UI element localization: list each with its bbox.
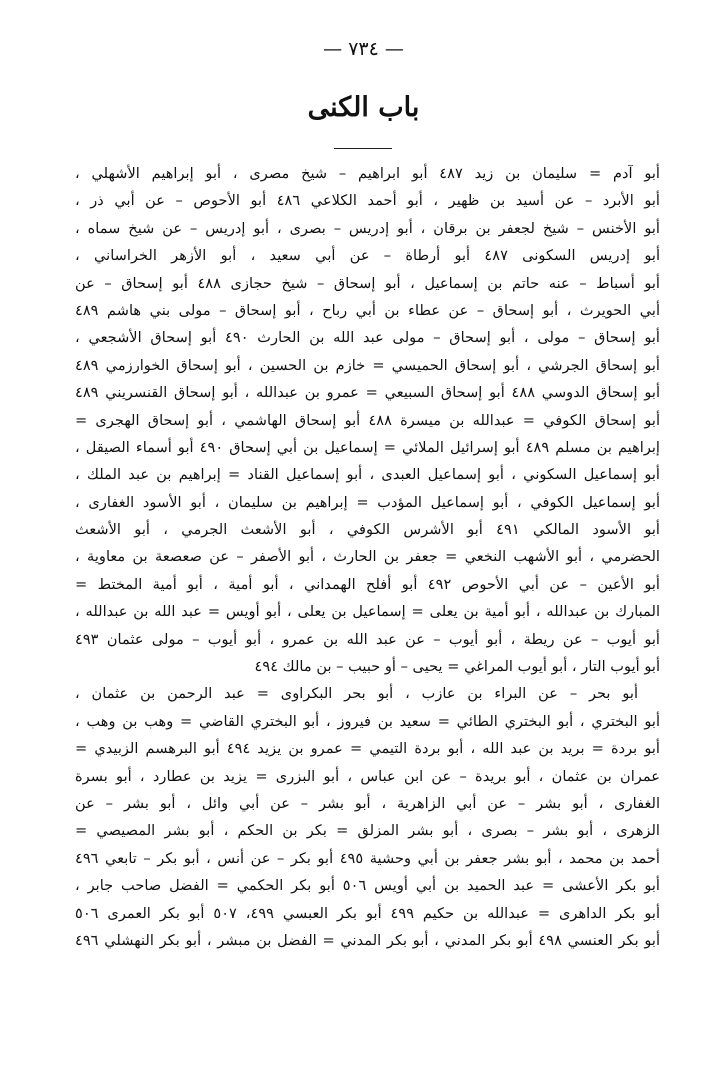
text-line: الغفارى ، أبو بشر – عن أبي الزاهرية ، أبو بشر – عن أبي وائل ، أبو بشر – عن — [75, 794, 660, 812]
text-line: أبو بردة = بريد بن عبد الله ، أبو بردة التيمي = عمرو بن يزيد ٤٩٤ أبو البرهسم الزبيدي = — [75, 740, 660, 758]
index-text-body — [75, 160, 660, 954]
text-line: أبو الأخنس – شيخ لجعفر بن برقان ، أبو إدريس – بصرى ، أبو إدريس – عن شيخ سماه ، — [75, 219, 660, 237]
text-line: أبو إسحاق – مولى ، أبو إسحاق – مولى عبد الله بن الحارث ٤٩٠ أبو إسحاق الأشجعي ، — [75, 329, 660, 347]
text-line: الزهرى ، أبو بشر – بصرى ، أبو بشر المزلق = بكر بن الحكم ، أبو بشر المصيصي = — [75, 822, 660, 840]
text-line: أبو إدريس السكونى ٤٨٧ أبو أرطاة – عن أبي سعيد ، أبو الأزهر الخراساني ، — [75, 247, 660, 265]
text-line: الحضرمي ، أبو الأشهب النخعي = جعفر بن الحارث ، أبو الأصفر – عن صعصعة بن معاوية ، — [75, 548, 660, 566]
text-line: إبراهيم بن مسلم ٤٨٩ أبو إسرائيل الملائي = إسماعيل بن أبي إسحاق ٤٩٠ أبو أسماء الصيقل ، — [75, 438, 660, 456]
text-line: أبو أسباط – عنه حاتم بن إسماعيل ، أبو إسحاق – شيخ حجازى ٤٨٨ أبو إسحاق – عن — [75, 274, 660, 292]
text-line: عمران بن عثمان ، أبو بريدة – عن ابن عباس ، أبو البزرى = يزيد بن عطارد ، أبو بسرة — [75, 767, 660, 785]
text-line: المبارك بن عبدالله ، أبو أمية بن يعلى = إسماعيل بن يعلى ، أبو أويس = عبد الله بن عبدالله ، — [75, 603, 660, 621]
text-line: أبو بحر – عن البراء بن عازب ، أبو بحر البكراوى = عبد الرحمن بن عثمان ، — [75, 685, 638, 703]
text-line: أبو إسماعيل الكوفي ، أبو إسماعيل المؤدب = إبراهيم بن سليمان ، أبو الأسود الغفارى ، — [75, 493, 660, 511]
text-line: أبو بكر الأعشى = عبد الحميد بن أبي أويس ٥٠٦ أبو بكر الحكمي = الفضل صاحب جابر ، — [75, 877, 660, 895]
text-line: أبو بكر العنسي ٤٩٨ أبو بكر المدني ، أبو بكر المدني = الفضل بن مبشر ، أبو بكر النهشلي ٤٩٦ — [75, 931, 660, 949]
text-line: أبو إسماعيل السكوني ، أبو إسماعيل العبدى ، أبو إسماعيل القناد = إبراهيم بن عبد الملك ، — [75, 466, 660, 484]
text-line: أبو أيوب التار ، أبو أيوب المراغي = يحيى – أو حبيب – بن مالك ٤٩٤ — [254, 658, 660, 676]
text-line: أبو إسحاق الكوفي = عبدالله بن ميسرة ٤٨٨ أبو إسحاق الهاشمي ، أبو إسحاق الهجرى = — [75, 411, 660, 429]
text-line: أبو الأسود المالكي ٤٩١ أبو الأشرس الكوفي ، أبو الأشعث الجرمي ، أبو الأشعث — [75, 521, 660, 539]
text-line: أحمد بن محمد ، أبو بشر جعفر بن أبي وحشية ٤٩٥ أبو بكر – عن أنس ، أبو بكر – تابعي ٤٩٦ — [75, 849, 660, 867]
page-number: — ٧٣٤ — — [323, 38, 404, 60]
chapter-title: باب الكنى — [307, 92, 420, 123]
text-line: أبو الأعين – عن أبي الأحوص ٤٩٢ أبو أفلح الهمداني ، أبو أمية ، أبو أمية المختط = — [75, 575, 660, 593]
text-line: أبو الأبرد – عن أسيد بن ظهير ، أبو أحمد الكلاعي ٤٨٦ أبو الأحوص – عن أبي ذر ، — [75, 192, 660, 210]
text-line: أبو آدم = سليمان بن زيد ٤٨٧ أبو ابراهيم – شيخ مصرى ، أبو إبراهيم الأشهلي ، — [75, 165, 660, 182]
text-line: أبو البختري ، أبو البختري الطائي = سعيد بن فيروز ، أبو البختري القاضي = وهب بن وهب ، — [75, 712, 660, 730]
text-line: أبو أيوب – عن ريطة ، أبو أيوب – عن عبد الله بن عمرو ، أبو أيوب – مولى عثمان ٤٩٣ — [75, 630, 660, 648]
text-line: أبي الحويرث ، أبو إسحاق – عن عطاء بن أبي رباح ، أبو إسحاق – مولى بني هاشم ٤٨٩ — [75, 301, 660, 319]
text-line: أبو بكر الداهرى = عبدالله بن حكيم ٤٩٩ أبو بكر العبسي ٤٩٩، ٥٠٧ أبو بكر العمرى ٥٠٦ — [75, 904, 660, 922]
title-divider — [334, 148, 392, 149]
text-line: أبو إسحاق الجرشي ، أبو إسحاق الحميسي = خازم بن الحسين ، أبو إسحاق الخوارزمي ٤٨٩ — [75, 356, 660, 374]
text-line: أبو إسحاق الدوسي ٤٨٨ أبو إسحاق السبيعي = عمرو بن عبدالله ، أبو إسحاق القنسريني ٤٨٩ — [75, 384, 660, 402]
